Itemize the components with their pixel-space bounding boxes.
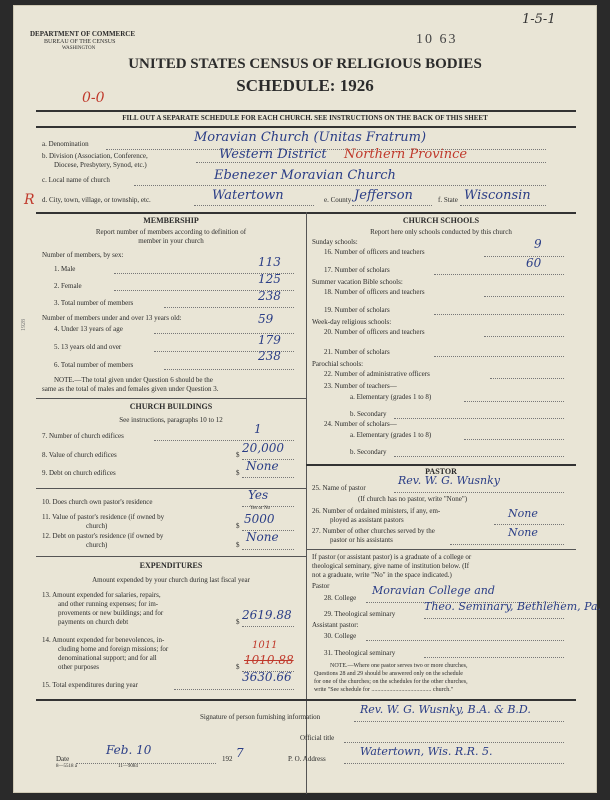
q28-value: Moravian College and bbox=[372, 584, 495, 597]
membership-heading: MEMBERSHIP bbox=[143, 216, 199, 225]
q24b-label: b. Secondary bbox=[350, 448, 387, 456]
q8-value-amount: 20,000 bbox=[242, 441, 284, 455]
q13-value: 2619.88 bbox=[242, 608, 292, 622]
membership-intro: Report number of members according to definition of bbox=[95, 228, 247, 236]
weekday-schools-label: Week-day religious schools: bbox=[312, 318, 392, 326]
q10-residence-label: 10. Does church own pastor's residence bbox=[42, 498, 153, 506]
q3-total-label: 3. Total number of members bbox=[54, 299, 134, 307]
q9-debt-value: None bbox=[246, 459, 279, 473]
division-value-province: Northern Province bbox=[344, 147, 468, 162]
q23-label: 23. Number of teachers— bbox=[324, 382, 397, 390]
q20-label: 20. Number of officers and teachers bbox=[324, 328, 425, 336]
q13-label-3: provements or new buildings; and for bbox=[58, 609, 164, 617]
address-label: P. O. Address bbox=[288, 755, 326, 763]
date-value: Feb. 10 bbox=[106, 743, 152, 757]
membership-note: NOTE.—The total given under Question 6 should be the bbox=[54, 376, 213, 384]
q25-label: 25. Name of pastor bbox=[312, 484, 366, 492]
pastor-note-4: write "See schedule for ........................................ church." bbox=[314, 687, 454, 693]
department-label: DEPARTMENT OF COMMERCE bbox=[30, 30, 136, 38]
pastor-note-3: for one of the churches; on the schedules for the other churches, bbox=[314, 679, 468, 685]
instruction-banner: FILL OUT A SEPARATE SCHEDULE FOR EACH CHURCH. SEE INSTRUCTIONS ON THE BACK OF THIS SHEET bbox=[122, 114, 488, 122]
q13-label-2: and other running expenses; for im- bbox=[58, 600, 159, 608]
bureau-label: BUREAU OF THE CENSUS bbox=[44, 39, 116, 45]
division-value: Western District bbox=[219, 147, 327, 162]
college-instruction-2: theological seminary, give name of institution below. (If bbox=[312, 562, 470, 570]
schools-intro: Report here only schools conducted by this church bbox=[370, 228, 512, 236]
date-label: Date bbox=[56, 755, 70, 763]
q29-label: 29. Theological seminary bbox=[324, 610, 396, 618]
pastor-note-2: Questions 28 and 29 should be answered only on the schedule bbox=[314, 671, 463, 677]
pastor-heading: PASTOR bbox=[425, 467, 457, 476]
signature-label: Signature of person furnishing information bbox=[200, 713, 321, 721]
q11-residence-value-label: 11. Value of pastor's residence (if owned by bbox=[42, 513, 165, 521]
q26-label: 26. Number of ordained ministers, if any, em- bbox=[312, 507, 441, 515]
q27-value: None bbox=[508, 526, 538, 539]
vacation-schools-label: Summer vacation Bible schools: bbox=[312, 278, 403, 286]
q4-under13-label: 4. Under 13 years of age bbox=[54, 325, 123, 333]
q25-hint: (If church has no pastor, write "None") bbox=[358, 495, 468, 503]
q23a-label: a. Elementary (grades 1 to 8) bbox=[350, 393, 432, 401]
q21-label: 21. Number of scholars bbox=[324, 348, 390, 356]
q19-label: 19. Number of scholars bbox=[324, 306, 390, 314]
q10-hint: Yes or No bbox=[250, 506, 271, 511]
q12-residence-debt-label-2: church) bbox=[86, 541, 108, 549]
q3-total-value: 238 bbox=[258, 289, 281, 303]
q6-total-label: 6. Total number of members bbox=[54, 361, 134, 369]
q13-label: 13. Amount expended for salaries, repairs, bbox=[42, 591, 161, 599]
print-number: 11—9084 bbox=[118, 764, 138, 769]
local-name-label: c. Local name of church bbox=[42, 176, 110, 184]
expenditures-heading: EXPENDITURES bbox=[139, 561, 203, 570]
q17-value: 60 bbox=[526, 256, 542, 270]
census-schedule-sheet: DEPARTMENT OF COMMERCE BUREAU OF THE CENSUS WASHINGTON 1-5-1 10 63 UNITED STATES CENSUS OF RELIGIOUS BODIES SCHEDULE: 1926 0-0 FILL OUT A SEPARATE SCHEDULE FOR EACH CHURCH. SEE INSTRUCTIONS ON THE BACK OF THIS SHEET a. Denomination Moravian Church (Unitas Fratrum) b. Division (Association, Conference, Diocese, Presbytery, Synod, etc.) Western District Northern Province c. Local name of church Ebenezer Moravian Church R d. City, town, village, or township, etc. Watertown e. County Jefferson f. State Wisconsin MEMBERSHIP Report number of members according to definition of member in your church Number of members, by sex: 1. Male 113 2. Female 125 3. Total number of members 238 Number of members under and over 13 years old: 4. Under 13 years of age 59 5. 13 years old and over 179 6. Total number of members 238 NOTE.—The total given under Question 6 should be the same as the total of males and females given under Question 3. 1928 CHURCH BUILDINGS See instructions, paragraphs 10 to 12 7. Number of church edifices 1 8. Value of church edifices $ 20,000 9. Debt on church edifices $ None 10. Does church own pastor's residence Yes Yes or No 11. Value of pastor's residence (if owned by church) $ 5000 12. Debt on pastor's residence (if owned by church) $ None EXPENDITURES Amount expended by your church during last fiscal year 13. Amount expended for salaries, repairs, and other running expenses; for im- provements or new buildings; and for payments on church debt $ 2619.88 14. Amount expended for benevolences, in- cluding home and foreign missions; for denominational support; and for all other purposes $ 1011 1010.88 15. Total expenditures during year 3630.66 CHURCH SCHOOLS Report here only schools conducted by this church Sunday schools: 16. Number of officers and teachers 9 17. Number of scholars 60 Summer vacation Bible schools: 18. Number of officers and teachers 19. Number of scholars Week-day religious schools: 20. Number of officers and teachers 21. Number of scholars Parochial schools: 22. Number of administrative officers 23. Number of teachers— a. Elementary (grades 1 to 8) b. Secondary 24. Number of scholars— a. Elementary (grades 1 to 8) b. Secondary PASTOR 25. Name of pastor Rev. W. G. Wusnky (If church has no pastor, write "None") 26. Number of ordained ministers, if any, em- ployed as assistant pastors None 27. Number of other churches served by the pastor or his assistants None If pastor (or assistant pastor) is a graduate of a college or theological seminary, give name of institution below. (If not a graduate, write "No" in the space indicated.) Pastor 28. College Moravian College and 29. Theological seminary Theo. Seminary, Bethlehem, Pa. Assistant pastor: 30. College 31. Theological seminary NOTE.—Where one pastor serves two or more churches, Questions 28 and 29 should be answered only on the schedule for one of the churches; on the schedules for the other churches, write "See schedule for ........................................ church." Signature of person furnishing information Rev. W. G. Wusnky, B.A. & B.D. Official title Date Feb. 10 192 7 P. O. Address Watertown, Wis. R.R. 5. 8—5518 a 11—9084 bbox=[14, 6, 596, 792]
q2-female-label: 2. Female bbox=[54, 282, 82, 290]
members-by-sex-label: Number of members, by sex: bbox=[42, 251, 124, 259]
q5-over13-label: 5. 13 years old and over bbox=[54, 343, 122, 351]
pastor-label: Pastor bbox=[312, 582, 330, 590]
q7-edifices-label: 7. Number of church edifices bbox=[42, 432, 124, 440]
assistant-pastor-label: Assistant pastor: bbox=[312, 621, 359, 629]
signature-value: Rev. W. G. Wusnky, B.A. & B.D. bbox=[360, 703, 531, 716]
sunday-schools-label: Sunday schools: bbox=[312, 238, 358, 246]
q5-over13-value: 179 bbox=[258, 333, 281, 347]
q1-male-value: 113 bbox=[258, 255, 281, 269]
over-13-label: Number of members under and over 13 years old: bbox=[42, 314, 182, 322]
q14-label-3: denominational support; and for all bbox=[58, 654, 157, 662]
form-number: 8—5518 a bbox=[56, 764, 77, 769]
city-town-label: d. City, town, village, or township, etc. bbox=[42, 196, 151, 204]
q27-label-2: pastor or his assistants bbox=[330, 536, 393, 544]
division-label-2: Diocese, Presbytery, Synod, etc.) bbox=[54, 161, 147, 169]
q7-edifices-value: 1 bbox=[254, 422, 262, 436]
form-title: UNITED STATES CENSUS OF RELIGIOUS BODIES bbox=[128, 56, 482, 72]
local-name-value: Ebenezer Moravian Church bbox=[214, 168, 396, 183]
schools-heading: CHURCH SCHOOLS bbox=[402, 216, 480, 225]
official-title-label: Official title bbox=[300, 734, 335, 742]
q9-debt-label: 9. Debt on church edifices bbox=[42, 469, 116, 477]
q18-label: 18. Number of officers and teachers bbox=[324, 288, 425, 296]
q24a-label: a. Elementary (grades 1 to 8) bbox=[350, 431, 432, 439]
q27-label: 27. Number of other churches served by the bbox=[312, 527, 435, 535]
side-note: 1928 bbox=[21, 319, 27, 331]
q1-male-label: 1. Male bbox=[54, 265, 76, 273]
q14-label: 14. Amount expended for benevolences, in- bbox=[42, 636, 165, 644]
q12-residence-debt-value: None bbox=[246, 530, 279, 544]
q14-correction: 1011 bbox=[252, 640, 278, 651]
q2-female-value: 125 bbox=[258, 272, 281, 286]
city-town-value: Watertown bbox=[212, 188, 284, 203]
parochial-schools-label: Parochial schools: bbox=[312, 360, 364, 368]
q29-value: Theo. Seminary, Bethlehem, Pa. bbox=[424, 600, 602, 613]
q8-value-label: 8. Value of church edifices bbox=[42, 451, 117, 459]
q13-label-4: payments on church debt bbox=[58, 618, 129, 626]
state-value: Wisconsin bbox=[464, 188, 531, 203]
year-label: 192 bbox=[222, 755, 233, 763]
q28-label: 28. College bbox=[324, 594, 357, 602]
pastor-note: NOTE.—Where one pastor serves two or more churches, bbox=[330, 663, 468, 669]
corner-note: 1-5-1 bbox=[522, 12, 556, 27]
q14-label-2: cluding home and foreign missions; for bbox=[58, 645, 169, 653]
q22-label: 22. Number of administrative officers bbox=[324, 370, 430, 378]
q11-residence-value: 5000 bbox=[244, 512, 275, 526]
college-instruction: If pastor (or assistant pastor) is a graduate of a college or bbox=[312, 553, 472, 561]
address-value: Watertown, Wis. R.R. 5. bbox=[360, 745, 493, 758]
q26-label-2: ployed as assistant pastors bbox=[330, 516, 404, 524]
side-mark-r: R bbox=[24, 192, 35, 208]
division-label: b. Division (Association, Conference, bbox=[42, 152, 148, 160]
q31-label: 31. Theological seminary bbox=[324, 649, 396, 657]
q16-value: 9 bbox=[534, 237, 542, 251]
q26-value: None bbox=[508, 507, 538, 520]
left-mark: 0-0 bbox=[82, 90, 105, 106]
q15-value: 3630.66 bbox=[242, 670, 292, 684]
expenditures-intro: Amount expended by your church during last fiscal year bbox=[92, 576, 250, 584]
q25-value: Rev. W. G. Wusnky bbox=[398, 474, 501, 487]
q15-label: 15. Total expenditures during year bbox=[42, 681, 138, 689]
membership-note-2: same as the total of males and females given under Question 3. bbox=[42, 385, 219, 393]
q14-label-4: other purposes bbox=[58, 663, 100, 671]
year-value: 7 bbox=[236, 746, 244, 760]
membership-intro-2: member in your church bbox=[138, 237, 204, 245]
county-value: Jefferson bbox=[354, 188, 413, 203]
denomination-label: a. Denomination bbox=[42, 140, 89, 148]
denomination-value: Moravian Church (Unitas Fratrum) bbox=[194, 130, 427, 145]
q12-residence-debt-label: 12. Debt on pastor's residence (if owned by bbox=[42, 532, 164, 540]
form-subtitle: SCHEDULE: 1926 bbox=[236, 76, 374, 95]
buildings-intro: See instructions, paragraphs 10 to 12 bbox=[119, 416, 223, 424]
q10-residence-value: Yes bbox=[248, 488, 269, 502]
city-label: WASHINGTON bbox=[62, 46, 96, 51]
q6-total-value: 238 bbox=[258, 349, 281, 363]
q14-value: 1010.88 bbox=[244, 653, 294, 667]
q16-label: 16. Number of officers and teachers bbox=[324, 248, 425, 256]
stamp-number: 10 63 bbox=[416, 32, 458, 47]
q24-label: 24. Number of scholars— bbox=[324, 420, 397, 428]
college-instruction-3: not a graduate, write "No" in the space indicated.) bbox=[312, 571, 452, 579]
buildings-heading: CHURCH BUILDINGS bbox=[129, 402, 213, 411]
q17-label: 17. Number of scholars bbox=[324, 266, 390, 274]
q30-label: 30. College bbox=[324, 632, 357, 640]
q23b-label: b. Secondary bbox=[350, 410, 387, 418]
state-label: f. State bbox=[438, 196, 458, 204]
q11-residence-value-label-2: church) bbox=[86, 522, 108, 530]
q4-under13-value: 59 bbox=[258, 312, 274, 326]
county-label: e. County bbox=[324, 196, 352, 204]
